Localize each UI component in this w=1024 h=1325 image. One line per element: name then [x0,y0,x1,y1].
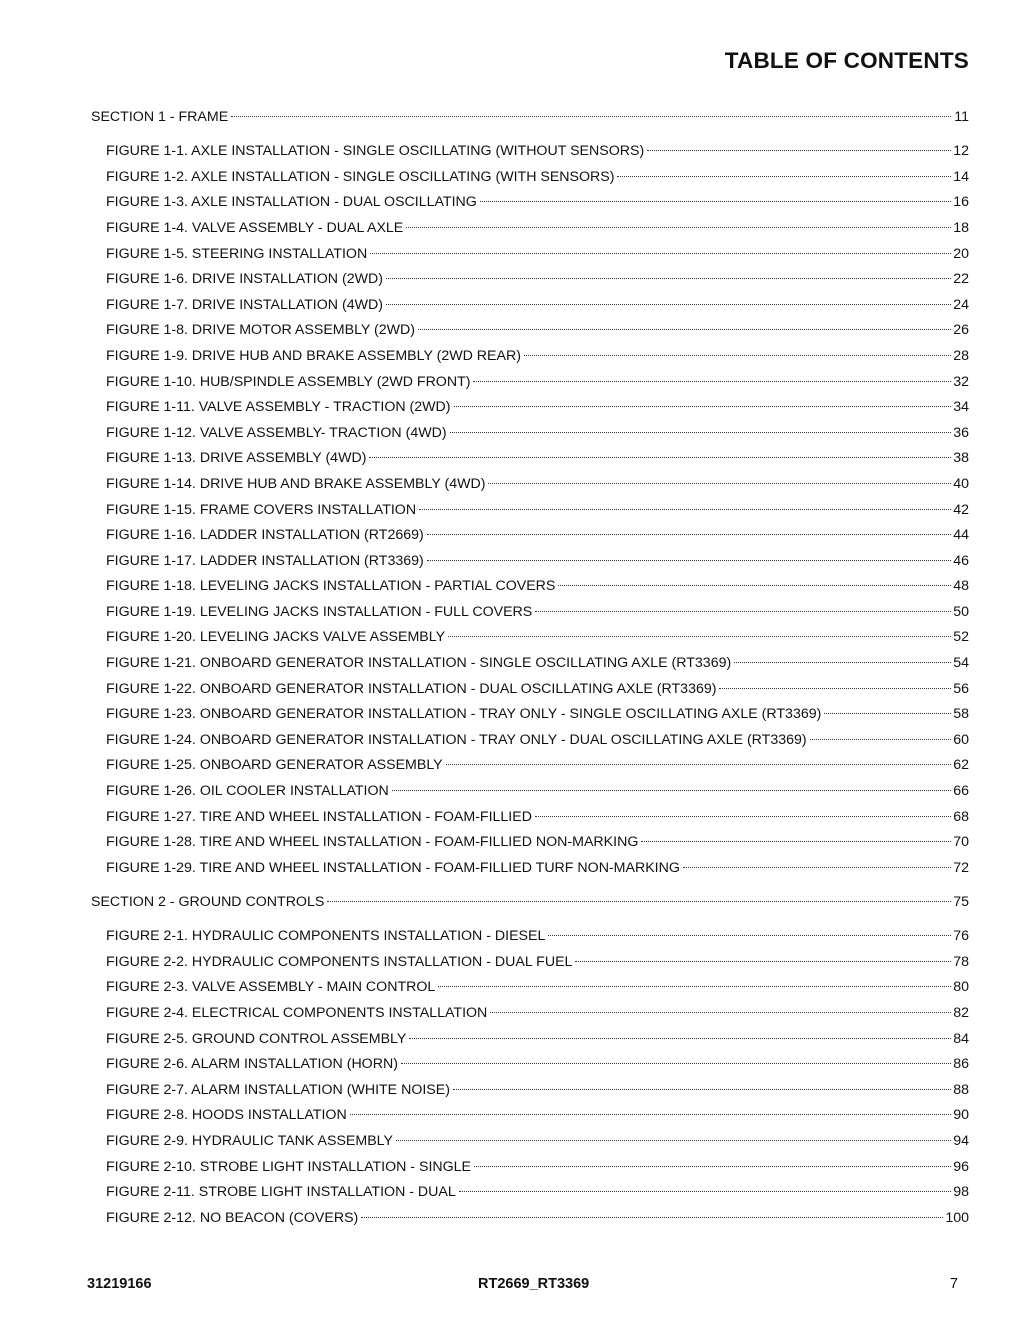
dot-leader [617,162,951,177]
table-of-contents [0,105,1024,1231]
toc-figure-title: FIGURE 1-10. HUB/SPINDLE ASSEMBLY (2WD FRONT) [106,370,471,396]
dot-leader [459,1177,951,1192]
toc-figure-title: FIGURE 1-25. ONBOARD GENERATOR ASSEMBLY [106,753,444,779]
dot-leader [446,750,951,765]
toc-page-number: 84 [953,1030,969,1047]
toc-figure-title: FIGURE 1-1. AXLE INSTALLATION - SINGLE OSCILLATING (WITHOUT SENSORS) [106,139,645,165]
dot-leader [683,853,951,868]
toc-figure-title: FIGURE 1-29. TIRE AND WHEEL INSTALLATION - FOAM-FILLIED TURF NON-MARKING [106,856,681,882]
toc-figure-title: FIGURE 2-7. ALARM INSTALLATION (WHITE NOISE) [106,1078,451,1104]
toc-page-number: 50 [953,603,969,620]
dot-leader [438,972,951,987]
toc-section-title: SECTION 1 - FRAME [91,105,229,131]
dot-leader [548,921,951,936]
dot-leader [448,622,951,637]
toc-figure-title: FIGURE 1-24. ONBOARD GENERATOR INSTALLATION - TRAY ONLY - DUAL OSCILLATING AXLE (RT3369) [106,728,808,754]
toc-figure-title: FIGURE 2-1. HYDRAULIC COMPONENTS INSTALLATION - DIESEL [106,924,546,950]
dot-leader [361,1203,943,1218]
toc-page-number: 16 [953,194,969,211]
toc-page-number: 60 [953,731,969,748]
dot-leader [474,1152,951,1167]
dot-leader [488,469,951,484]
toc-page-number: 36 [953,424,969,441]
toc-figure-title: FIGURE 1-6. DRIVE INSTALLATION (2WD) [106,267,384,293]
toc-page-number: 80 [953,979,969,996]
toc-figure-title: FIGURE 1-16. LADDER INSTALLATION (RT2669) [106,523,425,549]
toc-page-number: 46 [953,552,969,569]
page-title: TABLE OF CONTENTS [724,48,969,73]
model-name: RT2669_RT3369 [478,1276,590,1292]
toc-figure-entry[interactable] [106,856,969,882]
toc-page-number: 34 [953,399,969,416]
dot-leader [369,443,951,458]
toc-page-number: 14 [953,168,969,185]
toc-page-number: 52 [953,629,969,646]
dot-leader [396,1126,951,1141]
dot-leader [392,776,951,791]
toc-figure-title: FIGURE 1-27. TIRE AND WHEEL INSTALLATION - FOAM-FILLIED [106,805,533,831]
toc-page-number: 88 [953,1081,969,1098]
toc-figure-title: FIGURE 2-3. VALVE ASSEMBLY - MAIN CONTROL [106,975,436,1001]
toc-page-number: 66 [953,783,969,800]
page-number: 7 [949,1276,958,1292]
dot-leader [734,648,951,663]
dot-leader [406,213,951,228]
toc-figure-title: FIGURE 1-4. VALVE ASSEMBLY - DUAL AXLE [106,216,404,242]
page-footer [0,1276,1024,1298]
toc-page-number: 12 [953,143,969,160]
toc-page-number: 20 [953,245,969,262]
dot-leader [427,520,951,535]
dot-leader [641,827,951,842]
toc-page-number: 26 [953,322,969,339]
toc-figure-title: FIGURE 1-2. AXLE INSTALLATION - SINGLE OSCILLATING (WITH SENSORS) [106,165,615,191]
toc-figure-title: FIGURE 2-11. STROBE LIGHT INSTALLATION - DUAL [106,1180,457,1206]
toc-page-number: 90 [953,1107,969,1124]
toc-figure-title: FIGURE 1-9. DRIVE HUB AND BRAKE ASSEMBLY (2WD REAR) [106,344,522,370]
toc-figure-title: FIGURE 1-28. TIRE AND WHEEL INSTALLATION - FOAM-FILLIED NON-MARKING [106,830,639,856]
toc-section-title: SECTION 2 - GROUND CONTROLS [91,890,325,916]
toc-figure-entry[interactable] [106,1206,969,1232]
document-number: 31219166 [87,1276,152,1292]
dot-leader [558,571,951,586]
toc-page-number: 44 [953,527,969,544]
dot-leader [810,725,951,740]
dot-leader [647,136,951,151]
toc-figure-title: FIGURE 2-12. NO BEACON (COVERS) [106,1206,359,1232]
toc-figure-title: FIGURE 1-21. ONBOARD GENERATOR INSTALLATION - SINGLE OSCILLATING AXLE (RT3369) [106,651,732,677]
toc-section-entry[interactable] [91,890,969,916]
toc-figure-title: FIGURE 2-9. HYDRAULIC TANK ASSEMBLY [106,1129,394,1155]
toc-section-entry[interactable] [91,105,969,131]
dot-leader [824,699,951,714]
toc-page-number: 38 [953,450,969,467]
toc-page-number: 86 [953,1056,969,1073]
dot-leader [409,1024,951,1039]
toc-page-number: 70 [953,834,969,851]
dot-leader [418,315,951,330]
toc-figure-title: FIGURE 1-22. ONBOARD GENERATOR INSTALLATION - DUAL OSCILLATING AXLE (RT3369) [106,677,717,703]
toc-page-number: 72 [953,859,969,876]
toc-page-number: 28 [953,347,969,364]
dot-leader [327,887,951,902]
dot-leader [575,947,951,962]
dot-leader [450,418,951,433]
toc-figure-title: FIGURE 1-15. FRAME COVERS INSTALLATION [106,498,417,524]
dot-leader [535,802,951,817]
toc-figure-title: FIGURE 2-10. STROBE LIGHT INSTALLATION - SINGLE [106,1155,472,1181]
toc-page-number: 94 [953,1132,969,1149]
toc-page-number: 48 [953,578,969,595]
toc-figure-title: FIGURE 1-14. DRIVE HUB AND BRAKE ASSEMBLY (4WD) [106,472,486,498]
dot-leader [427,546,951,561]
toc-page-number: 56 [953,680,969,697]
toc-page-number: 76 [953,928,969,945]
dot-leader [419,495,951,510]
toc-figure-title: FIGURE 2-2. HYDRAULIC COMPONENTS INSTALLATION - DUAL FUEL [106,950,573,976]
toc-page-number: 68 [953,808,969,825]
toc-figure-title: FIGURE 1-17. LADDER INSTALLATION (RT3369) [106,549,425,575]
toc-figure-title: FIGURE 2-5. GROUND CONTROL ASSEMBLY [106,1027,407,1053]
toc-figure-title: FIGURE 2-6. ALARM INSTALLATION (HORN) [106,1052,399,1078]
dot-leader [454,392,951,407]
dot-leader [401,1049,951,1064]
toc-page-number: 40 [953,475,969,492]
toc-figure-title: FIGURE 1-26. OIL COOLER INSTALLATION [106,779,390,805]
toc-page-number: 98 [953,1184,969,1201]
toc-page-number: 75 [953,894,969,910]
toc-figure-title: FIGURE 2-8. HOODS INSTALLATION [106,1103,348,1129]
dot-leader [524,341,951,356]
dot-leader [453,1075,951,1090]
dot-leader [719,674,951,689]
toc-figure-title: FIGURE 1-3. AXLE INSTALLATION - DUAL OSCILLATING [106,190,478,216]
toc-page-number: 32 [953,373,969,390]
dot-leader [370,239,951,254]
toc-page-number: 24 [953,296,969,313]
toc-page-number: 58 [953,706,969,723]
toc-figure-title: FIGURE 1-12. VALVE ASSEMBLY- TRACTION (4WD) [106,421,448,447]
toc-page-number: 96 [953,1158,969,1175]
toc-page-number: 11 [954,109,969,125]
toc-figure-title: FIGURE 1-8. DRIVE MOTOR ASSEMBLY (2WD) [106,318,416,344]
toc-figure-title: FIGURE 1-7. DRIVE INSTALLATION (4WD) [106,293,384,319]
dot-leader [386,290,951,305]
dot-leader [490,998,951,1013]
toc-figure-title: FIGURE 1-18. LEVELING JACKS INSTALLATION - PARTIAL COVERS [106,574,556,600]
toc-page-number: 82 [953,1004,969,1021]
dot-leader [473,367,951,382]
toc-page-number: 62 [953,757,969,774]
toc-page-number: 100 [945,1209,969,1226]
dot-leader [231,102,951,117]
toc-figure-title: FIGURE 1-20. LEVELING JACKS VALVE ASSEMBLY [106,625,446,651]
toc-page-number: 54 [953,655,969,672]
dot-leader [480,187,951,202]
toc-page-number: 22 [953,271,969,288]
dot-leader [350,1100,951,1115]
toc-figure-title: FIGURE 1-5. STEERING INSTALLATION [106,242,368,268]
toc-figure-title: FIGURE 1-11. VALVE ASSEMBLY - TRACTION (2WD) [106,395,452,421]
toc-figure-title: FIGURE 2-4. ELECTRICAL COMPONENTS INSTALLATION [106,1001,488,1027]
toc-figure-title: FIGURE 1-13. DRIVE ASSEMBLY (4WD) [106,446,367,472]
toc-page-number: 42 [953,501,969,518]
dot-leader [386,264,951,279]
dot-leader [535,597,951,612]
toc-figure-title: FIGURE 1-19. LEVELING JACKS INSTALLATION - FULL COVERS [106,600,533,626]
toc-page-number: 18 [953,219,969,236]
toc-figure-title: FIGURE 1-23. ONBOARD GENERATOR INSTALLATION - TRAY ONLY - SINGLE OSCILLATING AXLE (RT3369) [106,702,822,728]
toc-page-number: 78 [953,953,969,970]
